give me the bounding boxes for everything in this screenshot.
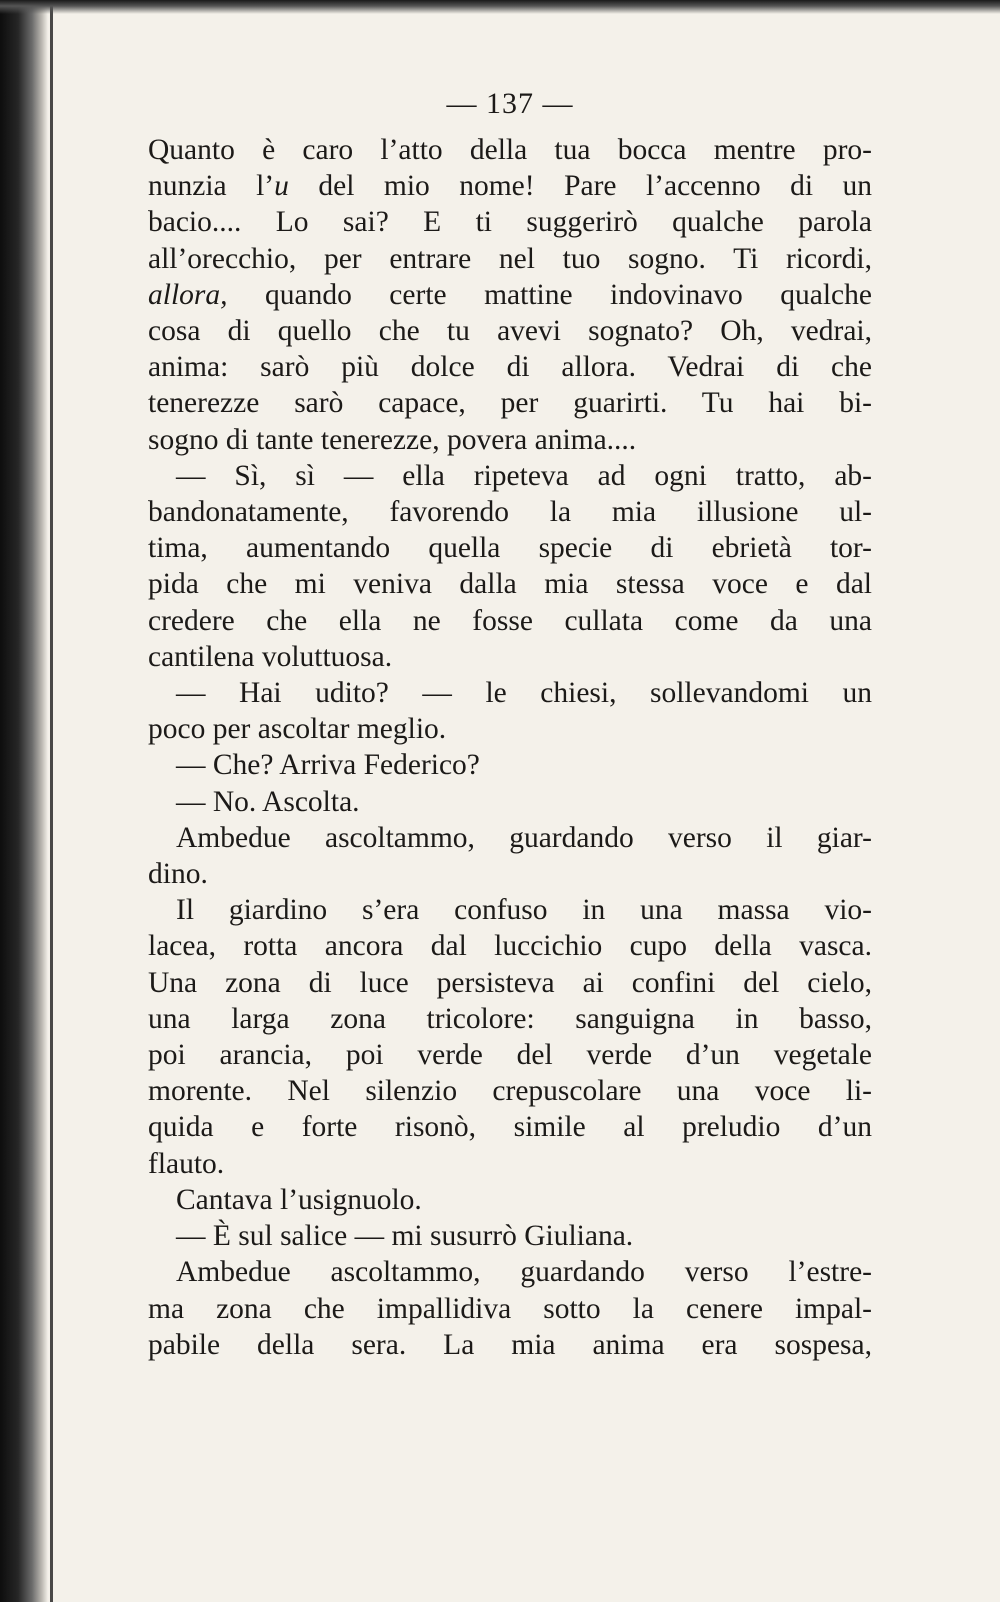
paragraph <box>148 784 872 820</box>
paragraph <box>148 1254 872 1363</box>
text-line: allora, quando certe mattine indovinavo qualche <box>148 278 872 311</box>
paragraph <box>148 675 872 747</box>
paragraph <box>148 1218 872 1254</box>
top-edge-shadow <box>0 0 1000 14</box>
text-line: — Sì, sì — ella ripeteva ad ogni tratto, ab- <box>176 459 872 492</box>
paragraph <box>148 1182 872 1218</box>
text-line: poco per ascoltar meglio. <box>148 713 447 746</box>
text-line: nunzia l’u del mio nome! Pare l’accenno di un <box>148 170 873 203</box>
text-line: — Hai udito? — le chiesi, sollevandomi un <box>176 677 872 710</box>
text-line: morente. Nel silenzio crepuscolare una voce li- <box>148 1075 872 1108</box>
text-line: una larga zona tricolore: sanguigna in basso, <box>148 1002 872 1035</box>
text-line: Ambedue ascoltammo, guardando verso il giar- <box>176 821 872 854</box>
page-number: — 137 — <box>446 87 574 120</box>
text-line: anima: sarò più dolce di allora. Vedrai di che <box>148 351 872 384</box>
paragraph <box>148 458 872 675</box>
text-line: Cantava l’usignuolo. <box>176 1183 422 1216</box>
paragraph <box>148 820 872 892</box>
text-line: Quanto è caro l’atto della tua bocca mentre pro- <box>148 134 872 166</box>
text-line: cantilena voluttuosa. <box>148 640 393 673</box>
text-line: bacio.... Lo sai? E ti suggerirò qualche parola <box>148 206 872 239</box>
text-line: lacea, rotta ancora dal luccichio cupo della vasca. <box>148 930 872 963</box>
text-line: Una zona di luce persisteva ai confini del cielo, <box>148 966 872 999</box>
text-line: — No. Ascolta. <box>176 785 360 818</box>
text-line: dino. <box>148 858 208 891</box>
page-edge-line <box>50 0 53 1602</box>
text-line: ma zona che impallidiva sotto la cenere impal- <box>148 1292 872 1325</box>
text-line: Ambedue ascoltammo, guardando verso l’estre- <box>176 1256 872 1289</box>
text-line: — È sul salice — mi susurrò Giuliana. <box>176 1220 634 1253</box>
text-line: pabile della sera. La mia anima era sospesa, <box>148 1328 872 1361</box>
text-line: Il giardino s’era confuso in una massa vio- <box>176 894 872 927</box>
text-line: — Che? Arriva Federico? <box>176 749 480 782</box>
text-line: pida che mi veniva dalla mia stessa voce e dal <box>148 568 872 601</box>
paragraph <box>148 892 872 1182</box>
book-page <box>148 84 872 1363</box>
text-line: quida e forte risonò, simile al preludio d’un <box>148 1111 872 1144</box>
paragraph <box>148 132 872 458</box>
book-binding-shadow <box>0 0 48 1602</box>
text-line: flauto. <box>148 1147 225 1180</box>
paragraph <box>148 747 872 783</box>
text-line: all’orecchio, per entrare nel tuo sogno. Ti ricordi, <box>148 242 872 275</box>
text-line: credere che ella ne fosse cullata come da una <box>148 604 872 637</box>
text-line: sogno di tante tenerezze, povera anima.... <box>148 423 637 456</box>
text-line: cosa di quello che tu avevi sognato? Oh, vedrai, <box>148 315 872 348</box>
text-line: poi arancia, poi verde del verde d’un vegetale <box>148 1039 872 1072</box>
text-line: tima, aumentando quella specie di ebrietà tor- <box>148 532 872 565</box>
text-line: bandonatamente, favorendo la mia illusione ul- <box>148 496 872 529</box>
page-text <box>148 132 872 1363</box>
text-line: tenerezze sarò capace, per guarirti. Tu hai bi- <box>148 387 872 420</box>
